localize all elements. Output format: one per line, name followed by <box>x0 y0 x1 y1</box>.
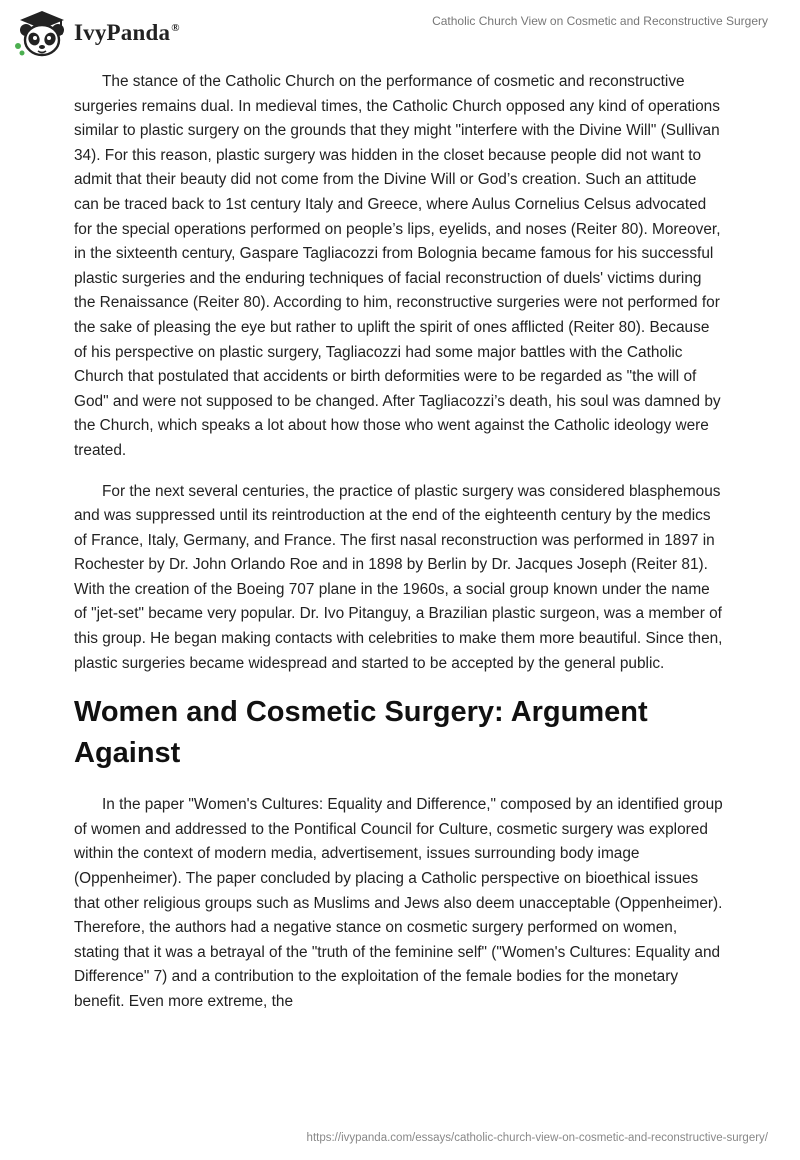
panda-graduate-icon <box>14 8 70 58</box>
section-heading: Women and Cosmetic Surgery: Argument Against <box>74 696 648 770</box>
ivypanda-logo[interactable] <box>14 8 180 58</box>
source-url[interactable]: https://ivypanda.com/essays/catholic-church-view-on-cosmetic-and-reconstructive-surgery/ <box>306 1132 768 1144</box>
document-title: Catholic Church View on Cosmetic and Reconstructive Surgery <box>432 14 768 28</box>
paragraph: The stance of the Catholic Church on the performance of cosmetic and reconstructive surgeries remains dual. In medieval times, the Catholic Church opposed any kind of operations similar to plastic surgery on the grounds that they might "interfere with the Divine Will" (Sullivan 34). For this reason, plastic surgery was hidden in the closet because people did not want to admit that their beauty did not come from the Divine Will or God’s creation. Such an attitude can be traced back to 1st century Italy and Greece, where Aulus Cornelius Celsus advocated for the special operations performed on people’s lips, eyelids, and noses (Reiter 80). Moreover, in the sixteenth century, Gaspare Tagliacozzi from Bolognia became famous for his successful plastic surgeries and the enduring techniques of facial reconstruction of duels' victims during the Renaissance (Reiter 80). According to him, reconstructive surgeries were not performed for the sake of pleasing the eye but rather to uplift the spirit of ones afflicted (Reiter 80). Because of his perspective on plastic surgery, Tagliacozzi had some major battles with the Catholic Church that postulated that accidents or birth deformities were to be regarded as "the will of God" and were not supposed to be changed. After Tagliacozzi’s death, his soul was damned by the Church, which speaks a lot about how those who went against the Catholic ideology were treated. <box>74 73 721 459</box>
paragraph: For the next several centuries, the practice of plastic surgery was considered blasphemous and was suppressed until its reintroduction at the end of the eighteenth century by the medics of France, Italy, Germany, and France. The first nasal reconstruction was performed in 1897 in Rochester by Dr. John Orlando Roe and in 1898 by Berlin by Dr. Jacques Joseph (Reiter 81). With the creation of the Boeing 707 plane in the 1960s, a social group known under the name of "jet-set" became very popular. Dr. Ivo Pitanguy, a Brazilian plastic surgeon, was a member of this group. He began making contacts with celebrities to make them more beautiful. Since then, plastic surgeries became widespread and started to be accepted by the general public. <box>74 482 723 672</box>
page-header <box>0 0 800 70</box>
paragraph: In the paper "Women's Cultures: Equality and Difference," composed by an identified group of women and addressed to the Pontifical Council for Culture, cosmetic surgery was explored within the context of modern media, advertisement, issues surrounding body image (Oppenheimer). The paper concluded by placing a Catholic perspective on bioethical issues that other religious groups such as Muslims and Jews also deem unacceptable (Oppenheimer). Therefore, the authors had a negative stance on cosmetic surgery performed on women, stating that it was a betrayal of the "truth of the feminine self" ("Women's Cultures: Equality and Difference" 7) and a contribution to the exploitation of the female bodies for the monetary benefit. Even more extreme, the <box>74 796 723 1010</box>
logo-text: IvyPanda® <box>74 20 180 45</box>
registered-mark: ® <box>171 22 180 35</box>
essay-body <box>74 70 724 1015</box>
